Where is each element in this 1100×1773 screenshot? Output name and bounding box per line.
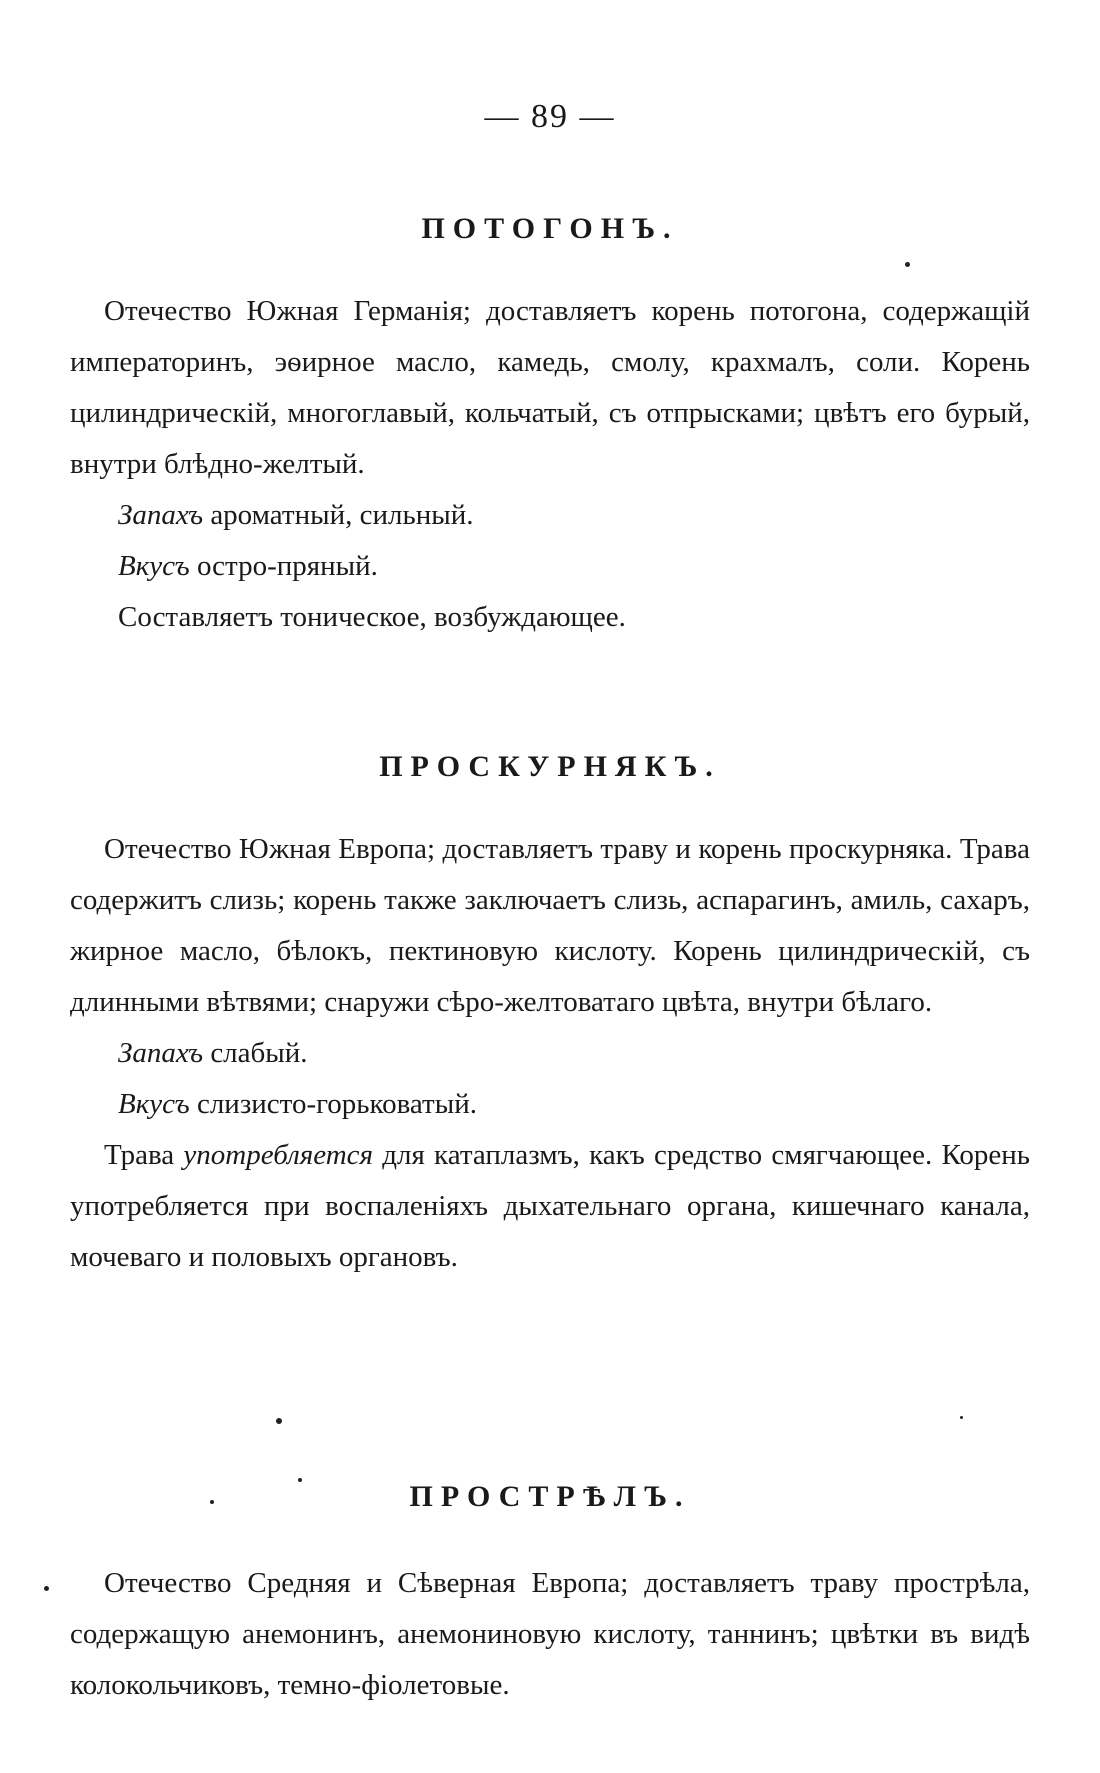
scan-speck — [905, 262, 910, 267]
section-description: Отечество Южная Европа; доставляетъ траву и корень проскурняка. Трава содержитъ слизь; корень также заключаетъ слизь, аспарагинъ, амиль, сахаръ, жирное масло, бѣлокъ, пектиновую кислоту. Корень цилиндрическій, съ длинными вѣтвями; снаружи сѣро-желтоватаго цвѣта, внутри бѣлаго. — [70, 833, 1030, 1018]
smell-line — [70, 490, 1030, 541]
page-number: — 89 — — [484, 98, 616, 135]
scan-speck — [44, 1586, 49, 1591]
usage-text-end: для катаплазмъ, какъ средство смягчающее. Корень употребляется при воспаленіяхъ дыхательнаго органа, кишечнаго канала, мочеваго и половыхъ органовъ. — [70, 1139, 1031, 1273]
section-proskurnyak — [70, 750, 1030, 1283]
section-prostrel — [70, 1480, 1030, 1711]
taste-line — [70, 541, 1030, 592]
scan-speck — [210, 1500, 214, 1504]
smell-label: Запахъ — [118, 1037, 204, 1069]
scan-speck — [276, 1418, 282, 1424]
section-description: Отечество Южная Германія; доставляетъ корень потогона, содержащій императоринъ, эѳирное масло, камедь, смолу, крахмалъ, соли. Корень цилиндрическій, многоглавый, кольчатый, съ отпрысками; цвѣтъ его бурый, внутри блѣдно-желтый. — [70, 295, 1030, 480]
scan-speck — [960, 1416, 963, 1419]
taste-value: слизисто-горьковатый. — [196, 1088, 477, 1120]
taste-value: остро-пряный. — [196, 550, 378, 582]
section-description: Отечество Средняя и Сѣверная Европа; доставляетъ траву прострѣла, содержащую анемонинъ, анемониновую кислоту, таннинъ; цвѣтки въ видѣ колокольчиковъ, темно-фіолетовые. — [70, 1567, 1030, 1701]
usage-emphasis: употребляется — [183, 1139, 373, 1171]
smell-line — [70, 1028, 1030, 1079]
taste-label: Вкусъ — [118, 1088, 190, 1120]
section-potogon — [70, 212, 1030, 643]
section-note: Составляетъ тоническое, возбуждающее. — [118, 601, 626, 633]
section-title: ПРОСКУРНЯКЪ. — [379, 750, 721, 783]
usage-paragraph — [70, 1130, 1030, 1283]
section-title: ПОТОГОНЪ. — [421, 212, 679, 245]
section-title: ПРОСТРѢЛЪ. — [409, 1480, 691, 1513]
smell-label: Запахъ — [118, 499, 204, 531]
taste-line — [70, 1079, 1030, 1130]
taste-label: Вкусъ — [118, 550, 190, 582]
scan-speck — [298, 1478, 302, 1482]
smell-value: ароматный, сильный. — [210, 499, 474, 531]
usage-text-start: Трава — [104, 1139, 175, 1171]
smell-value: слабый. — [210, 1037, 308, 1069]
